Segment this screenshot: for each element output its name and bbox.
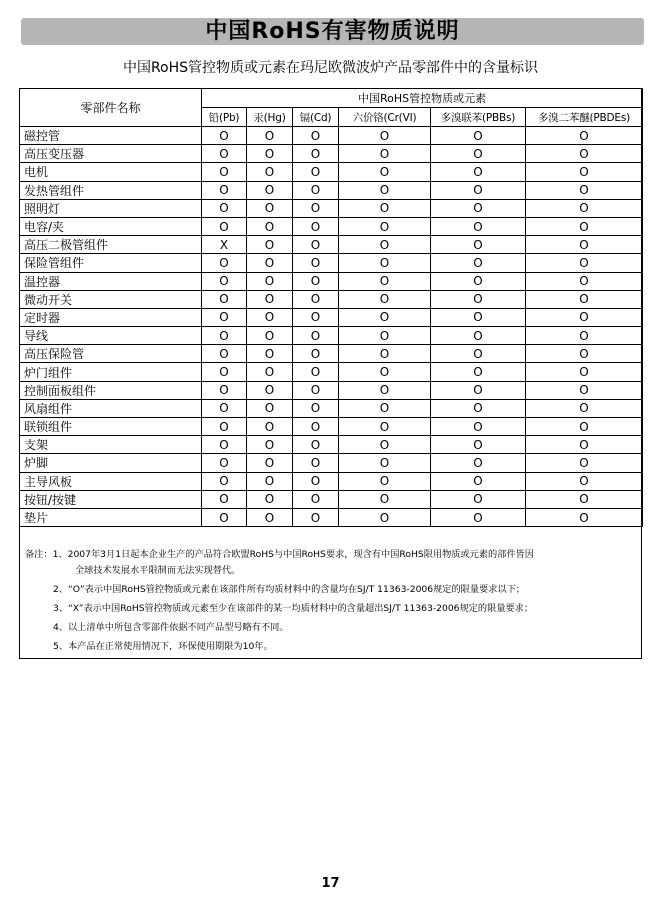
- substance-status-cell: O: [431, 254, 526, 272]
- rohs-table: [19, 88, 643, 527]
- substance-status-cell: O: [247, 399, 293, 417]
- substance-status-cell: O: [526, 381, 643, 399]
- part-name-cell: 电容/夹: [20, 217, 202, 235]
- part-name-cell: 照明灯: [20, 199, 202, 217]
- table-row: [20, 254, 643, 272]
- substance-status-cell: O: [339, 381, 431, 399]
- substance-status-cell: O: [293, 272, 339, 290]
- substance-status-cell: O: [431, 327, 526, 345]
- substance-status-cell: O: [202, 381, 247, 399]
- substance-status-cell: O: [431, 272, 526, 290]
- part-name-cell: 电机: [20, 163, 202, 181]
- substance-status-cell: O: [526, 436, 643, 454]
- table-row: [20, 345, 643, 363]
- part-name-cell: 垫片: [20, 508, 202, 526]
- substance-status-cell: O: [202, 345, 247, 363]
- substance-status-cell: O: [293, 363, 339, 381]
- substance-status-cell: O: [431, 217, 526, 235]
- substance-status-cell: O: [247, 454, 293, 472]
- substance-status-cell: O: [202, 490, 247, 508]
- part-name-cell: 高压变压器: [20, 145, 202, 163]
- substance-status-cell: O: [431, 508, 526, 526]
- substance-status-cell: O: [526, 254, 643, 272]
- substance-status-cell: O: [247, 272, 293, 290]
- substance-status-cell: O: [431, 472, 526, 490]
- part-name-cell: 炉脚: [20, 454, 202, 472]
- part-name-cell: 导线: [20, 327, 202, 345]
- substance-status-cell: O: [431, 181, 526, 199]
- substance-status-cell: O: [202, 290, 247, 308]
- substance-status-cell: O: [526, 490, 643, 508]
- substance-status-cell: O: [247, 236, 293, 254]
- table-body: [20, 127, 643, 527]
- substance-status-cell: O: [247, 199, 293, 217]
- substance-status-cell: O: [339, 399, 431, 417]
- substance-status-cell: O: [526, 217, 643, 235]
- substance-status-cell: O: [247, 145, 293, 163]
- note-item-1-continuation: 全球技术发展水平限制而无法实现替代。: [75, 565, 241, 576]
- substance-status-cell: O: [431, 199, 526, 217]
- substance-status-cell: O: [293, 290, 339, 308]
- substance-status-cell: O: [202, 508, 247, 526]
- title-bar: [21, 18, 644, 45]
- substance-status-cell: O: [293, 254, 339, 272]
- substance-status-cell: O: [293, 454, 339, 472]
- table-row: [20, 127, 643, 145]
- substance-status-cell: O: [202, 163, 247, 181]
- substance-status-cell: O: [431, 308, 526, 326]
- substance-status-cell: O: [526, 163, 643, 181]
- substance-status-cell: O: [293, 127, 339, 145]
- substance-status-cell: O: [526, 181, 643, 199]
- substance-status-cell: O: [293, 436, 339, 454]
- table-row: [20, 490, 643, 508]
- note-item-2: 2、“O”表示中国RoHS管控物质或元素在该部件所有均质材料中的含量均在SJ/T 11363-2006规定的限量要求以下；: [53, 584, 525, 595]
- substance-status-cell: O: [202, 272, 247, 290]
- substance-status-cell: O: [247, 181, 293, 199]
- table-row: [20, 418, 643, 436]
- table-row: [20, 399, 643, 417]
- substance-status-cell: O: [293, 472, 339, 490]
- table-row: [20, 327, 643, 345]
- col-header-cr6: 六价铬(Cr(VI): [339, 108, 431, 127]
- substance-status-cell: O: [339, 472, 431, 490]
- substance-status-cell: O: [526, 508, 643, 526]
- substance-status-cell: O: [526, 418, 643, 436]
- substance-status-cell: O: [202, 418, 247, 436]
- substance-status-cell: O: [202, 454, 247, 472]
- substance-status-cell: O: [247, 254, 293, 272]
- substance-status-cell: O: [293, 308, 339, 326]
- substance-status-cell: O: [431, 345, 526, 363]
- substance-status-cell: O: [339, 345, 431, 363]
- part-name-cell: 微动开关: [20, 290, 202, 308]
- substance-status-cell: O: [339, 236, 431, 254]
- part-name-header: 零部件名称: [20, 89, 202, 127]
- substance-status-cell: O: [293, 399, 339, 417]
- substance-status-cell: O: [293, 199, 339, 217]
- substance-status-cell: O: [247, 418, 293, 436]
- substance-status-cell: O: [431, 363, 526, 381]
- substance-status-cell: O: [202, 363, 247, 381]
- substance-status-cell: O: [431, 454, 526, 472]
- substance-status-cell: O: [526, 272, 643, 290]
- substance-status-cell: O: [526, 127, 643, 145]
- table-row: [20, 308, 643, 326]
- substance-status-cell: O: [293, 236, 339, 254]
- substance-status-cell: O: [339, 181, 431, 199]
- substance-status-cell: O: [202, 127, 247, 145]
- substance-status-cell: O: [339, 145, 431, 163]
- table-row: [20, 381, 643, 399]
- notes-label: 备注：: [25, 549, 53, 560]
- substance-status-cell: O: [247, 381, 293, 399]
- substance-status-cell: O: [339, 418, 431, 436]
- part-name-cell: 控制面板组件: [20, 381, 202, 399]
- substance-status-cell: O: [247, 217, 293, 235]
- substance-status-cell: O: [202, 327, 247, 345]
- substance-status-cell: O: [339, 254, 431, 272]
- substance-status-cell: O: [247, 345, 293, 363]
- substance-status-cell: O: [431, 418, 526, 436]
- substance-status-cell: O: [339, 436, 431, 454]
- substance-status-cell: O: [293, 217, 339, 235]
- substance-status-cell: O: [526, 363, 643, 381]
- substance-status-cell: O: [431, 163, 526, 181]
- col-header-hg: 汞(Hg): [247, 108, 293, 127]
- substance-status-cell: O: [293, 181, 339, 199]
- col-header-pbdes: 多溴二苯醚(PBDEs): [526, 108, 643, 127]
- substance-status-cell: O: [293, 145, 339, 163]
- note-item-5: 5、本产品在正常使用情况下，环保使用期限为10年。: [53, 641, 273, 652]
- substance-status-cell: O: [202, 181, 247, 199]
- table-row: [20, 217, 643, 235]
- substance-status-cell: O: [339, 217, 431, 235]
- part-name-cell: 高压保险管: [20, 345, 202, 363]
- note-item-1: 1、2007年3月1日起本企业生产的产品符合欧盟RoHS与中国RoHS要求，现含有中国RoHS限用物质或元素的部件皆因: [52, 549, 534, 560]
- substance-status-cell: O: [293, 381, 339, 399]
- col-header-cd: 镉(Cd): [293, 108, 339, 127]
- substance-status-cell: O: [339, 454, 431, 472]
- table-row: [20, 145, 643, 163]
- part-name-cell: 定时器: [20, 308, 202, 326]
- substance-status-cell: X: [202, 236, 247, 254]
- substance-status-cell: O: [293, 490, 339, 508]
- table-row: [20, 290, 643, 308]
- substance-status-cell: O: [526, 472, 643, 490]
- table-row: [20, 363, 643, 381]
- substance-group-header: 中国RoHS管控物质或元素: [202, 89, 643, 108]
- table-row: [20, 236, 643, 254]
- substance-status-cell: O: [339, 327, 431, 345]
- substance-status-cell: O: [526, 308, 643, 326]
- part-name-cell: 炉门组件: [20, 363, 202, 381]
- substance-status-cell: O: [526, 236, 643, 254]
- substance-status-cell: O: [339, 363, 431, 381]
- substance-status-cell: O: [247, 163, 293, 181]
- substance-status-cell: O: [247, 508, 293, 526]
- part-name-cell: 联锁组件: [20, 418, 202, 436]
- table-row: [20, 163, 643, 181]
- substance-status-cell: O: [247, 127, 293, 145]
- substance-status-cell: O: [526, 327, 643, 345]
- substance-status-cell: O: [247, 290, 293, 308]
- part-name-cell: 支架: [20, 436, 202, 454]
- substance-status-cell: O: [247, 436, 293, 454]
- subtitle: 中国RoHS管控物质或元素在玛尼欧微波炉产品零部件中的含量标识: [122, 60, 539, 76]
- table-row: [20, 454, 643, 472]
- note-item-4: 4、以上清单中所包含零部件依据不同产品型号略有不同。: [53, 622, 289, 633]
- col-header-pb: 铅(Pb): [202, 108, 247, 127]
- substance-status-cell: O: [247, 472, 293, 490]
- substance-status-cell: O: [202, 254, 247, 272]
- substance-status-cell: O: [526, 199, 643, 217]
- note-item-3: 3、“X”表示中国RoHS管控物质或元素至少在该部件的某一均质材料中的含量超出SJ/T 11363-2006规定的限量要求；: [53, 603, 534, 614]
- substance-status-cell: O: [339, 163, 431, 181]
- part-name-cell: 温控器: [20, 272, 202, 290]
- substance-status-cell: O: [293, 345, 339, 363]
- substance-status-cell: O: [293, 327, 339, 345]
- col-header-pbbs: 多溴联苯(PBBs): [431, 108, 526, 127]
- substance-status-cell: O: [339, 272, 431, 290]
- substance-status-cell: O: [526, 290, 643, 308]
- substance-status-cell: O: [431, 399, 526, 417]
- substance-status-cell: O: [247, 363, 293, 381]
- part-name-cell: 磁控管: [20, 127, 202, 145]
- substance-status-cell: O: [431, 290, 526, 308]
- substance-status-cell: O: [526, 399, 643, 417]
- part-name-cell: 主导风板: [20, 472, 202, 490]
- substance-status-cell: O: [247, 327, 293, 345]
- substance-status-cell: O: [526, 454, 643, 472]
- substance-status-cell: O: [339, 508, 431, 526]
- substance-status-cell: O: [293, 163, 339, 181]
- substance-status-cell: O: [202, 472, 247, 490]
- part-name-cell: 按钮/按键: [20, 490, 202, 508]
- table-row: [20, 272, 643, 290]
- table-row: [20, 199, 643, 217]
- substance-status-cell: O: [202, 308, 247, 326]
- substance-status-cell: O: [339, 199, 431, 217]
- substance-status-cell: O: [202, 436, 247, 454]
- table-row: [20, 181, 643, 199]
- substance-status-cell: O: [247, 308, 293, 326]
- page-title: 中国RoHS有害物质说明: [205, 19, 460, 44]
- substance-status-cell: O: [339, 490, 431, 508]
- substance-status-cell: O: [431, 381, 526, 399]
- substance-status-cell: O: [202, 199, 247, 217]
- part-name-cell: 发热管组件: [20, 181, 202, 199]
- part-name-cell: 保险管组件: [20, 254, 202, 272]
- substance-status-cell: O: [247, 490, 293, 508]
- substance-status-cell: O: [431, 436, 526, 454]
- substance-status-cell: O: [431, 127, 526, 145]
- notes-section: [25, 545, 640, 656]
- table-row: [20, 436, 643, 454]
- substance-status-cell: O: [526, 145, 643, 163]
- substance-status-cell: O: [202, 217, 247, 235]
- table-row: [20, 508, 643, 526]
- substance-status-cell: O: [202, 145, 247, 163]
- substance-status-cell: O: [526, 345, 643, 363]
- substance-status-cell: O: [431, 236, 526, 254]
- part-name-cell: 高压二极管组件: [20, 236, 202, 254]
- substance-status-cell: O: [339, 127, 431, 145]
- substance-status-cell: O: [293, 418, 339, 436]
- substance-status-cell: O: [431, 145, 526, 163]
- substance-status-cell: O: [202, 399, 247, 417]
- part-name-cell: 风扇组件: [20, 399, 202, 417]
- page-number: 17: [321, 876, 340, 891]
- table-row: [20, 472, 643, 490]
- substance-status-cell: O: [339, 308, 431, 326]
- substance-status-cell: O: [431, 490, 526, 508]
- substance-status-cell: O: [339, 290, 431, 308]
- substance-status-cell: O: [293, 508, 339, 526]
